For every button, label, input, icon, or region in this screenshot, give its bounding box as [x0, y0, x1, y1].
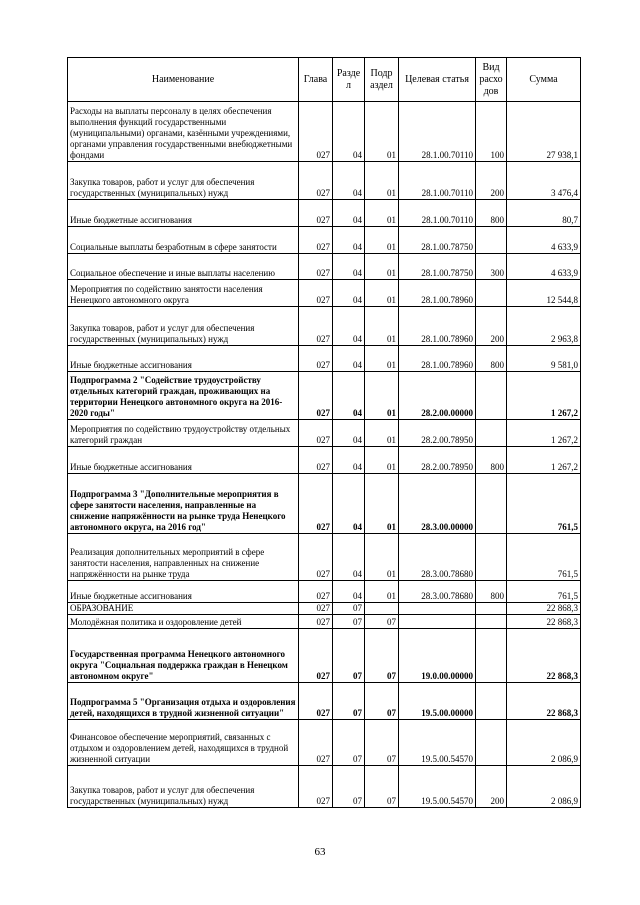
cell-razdel: 04	[333, 534, 365, 581]
cell-name: Подпрограмма 5 "Организация отдыха и оздоровления детей, находящихся в трудной жизненной ситуации"	[68, 683, 299, 720]
cell-razdel: 04	[333, 581, 365, 603]
cell-podrazdel	[365, 603, 399, 615]
table-row	[68, 683, 581, 720]
table-row	[68, 766, 581, 808]
cell-name: Мероприятия по содействию занятости населения Ненецкого автономного округа	[68, 280, 299, 307]
cell-target: 28.2.00.00000	[399, 372, 476, 420]
cell-glava: 027	[299, 766, 333, 808]
cell-podrazdel: 01	[365, 372, 399, 420]
table-row	[68, 720, 581, 766]
cell-target: 28.1.00.78750	[399, 227, 476, 254]
cell-target: 28.1.00.70110	[399, 162, 476, 200]
cell-vid: 800	[476, 581, 507, 603]
cell-podrazdel: 01	[365, 227, 399, 254]
cell-glava: 027	[299, 307, 333, 346]
cell-target: 28.2.00.78950	[399, 447, 476, 474]
cell-razdel: 04	[333, 346, 365, 372]
header-podrazdel: Подр аздел	[365, 58, 399, 102]
table-row	[68, 372, 581, 420]
cell-podrazdel: 01	[365, 346, 399, 372]
cell-name: Финансовое обеспечение мероприятий, связанных с отдыхом и оздоровлением детей, находящихся в трудной жизненной ситуации	[68, 720, 299, 766]
table-row	[68, 447, 581, 474]
cell-razdel: 07	[333, 615, 365, 629]
cell-sum: 22 868,3	[507, 629, 581, 683]
cell-sum: 80,7	[507, 200, 581, 227]
table-row	[68, 629, 581, 683]
cell-target	[399, 603, 476, 615]
cell-name: Социальное обеспечение и иные выплаты населению	[68, 254, 299, 280]
cell-glava: 027	[299, 615, 333, 629]
cell-sum: 1 267,2	[507, 372, 581, 420]
cell-podrazdel: 07	[365, 615, 399, 629]
cell-podrazdel: 07	[365, 720, 399, 766]
cell-target: 28.1.00.70110	[399, 200, 476, 227]
cell-target: 19.5.00.54570	[399, 766, 476, 808]
cell-name: Мероприятия по содействию трудоустройству отдельных категорий граждан	[68, 420, 299, 447]
cell-glava: 027	[299, 474, 333, 534]
cell-vid	[476, 720, 507, 766]
cell-podrazdel: 01	[365, 102, 399, 162]
cell-razdel: 07	[333, 720, 365, 766]
table-row	[68, 603, 581, 615]
cell-razdel: 04	[333, 474, 365, 534]
cell-target: 19.0.00.00000	[399, 629, 476, 683]
cell-vid: 800	[476, 447, 507, 474]
cell-vid	[476, 474, 507, 534]
header-target: Целевая статья	[399, 58, 476, 102]
cell-target: 28.1.00.78960	[399, 346, 476, 372]
table-row	[68, 162, 581, 200]
cell-name: Закупка товаров, работ и услуг для обеспечения государственных (муниципальных) нужд	[68, 766, 299, 808]
cell-podrazdel: 01	[365, 254, 399, 280]
cell-glava: 027	[299, 200, 333, 227]
cell-vid: 300	[476, 254, 507, 280]
cell-sum: 761,5	[507, 534, 581, 581]
cell-sum: 2 963,8	[507, 307, 581, 346]
page-number: 63	[314, 846, 326, 858]
cell-sum: 4 633,9	[507, 254, 581, 280]
cell-sum: 3 476,4	[507, 162, 581, 200]
cell-vid: 200	[476, 162, 507, 200]
cell-name: Подпрограмма 3 "Дополнительные мероприятия в сфере занятости населения, направленные на снижение напряжённости на рынке труда Ненецкого автономного округа, на 2016 год"	[68, 474, 299, 534]
table-row	[68, 534, 581, 581]
cell-name: Реализация дополнительных мероприятий в сфере занятости населения, направленных на снижение напряжённости на рынке труда	[68, 534, 299, 581]
cell-podrazdel: 01	[365, 474, 399, 534]
cell-vid	[476, 420, 507, 447]
cell-glava: 027	[299, 227, 333, 254]
cell-vid	[476, 683, 507, 720]
cell-sum: 2 086,9	[507, 720, 581, 766]
cell-sum: 4 633,9	[507, 227, 581, 254]
cell-vid	[476, 372, 507, 420]
table-row	[68, 615, 581, 629]
cell-glava: 027	[299, 280, 333, 307]
cell-glava: 027	[299, 603, 333, 615]
cell-sum: 22 868,3	[507, 615, 581, 629]
cell-podrazdel: 01	[365, 307, 399, 346]
cell-target: 28.1.00.78960	[399, 307, 476, 346]
table-row	[68, 102, 581, 162]
cell-vid	[476, 280, 507, 307]
header-sum: Сумма	[507, 58, 581, 102]
table-row	[68, 474, 581, 534]
table-header-row	[68, 58, 581, 102]
cell-sum: 22 868,3	[507, 683, 581, 720]
cell-razdel: 04	[333, 447, 365, 474]
cell-sum: 12 544,8	[507, 280, 581, 307]
cell-glava: 027	[299, 447, 333, 474]
header-glava: Глава	[299, 58, 333, 102]
cell-razdel: 07	[333, 766, 365, 808]
cell-razdel: 07	[333, 603, 365, 615]
cell-vid	[476, 629, 507, 683]
cell-vid: 800	[476, 200, 507, 227]
cell-glava: 027	[299, 420, 333, 447]
header-vid: Вид расхо дов	[476, 58, 507, 102]
cell-podrazdel: 01	[365, 420, 399, 447]
cell-razdel: 04	[333, 307, 365, 346]
cell-glava: 027	[299, 720, 333, 766]
cell-sum: 27 938,1	[507, 102, 581, 162]
cell-sum: 761,5	[507, 581, 581, 603]
cell-name: Иные бюджетные ассигнования	[68, 447, 299, 474]
cell-target: 19.5.00.00000	[399, 683, 476, 720]
cell-target: 28.2.00.78950	[399, 420, 476, 447]
cell-podrazdel: 01	[365, 447, 399, 474]
cell-sum: 1 267,2	[507, 420, 581, 447]
cell-name: Иные бюджетные ассигнования	[68, 346, 299, 372]
cell-vid: 200	[476, 766, 507, 808]
cell-razdel: 04	[333, 420, 365, 447]
cell-glava: 027	[299, 346, 333, 372]
cell-sum: 9 581,0	[507, 346, 581, 372]
cell-name: Подпрограмма 2 "Содействие трудоустройству отдельных категорий граждан, проживающих на территории Ненецкого автономного округа на 2016-2020 годы"	[68, 372, 299, 420]
cell-razdel: 07	[333, 629, 365, 683]
budget-table	[67, 57, 581, 808]
header-name: Наименование	[68, 58, 299, 102]
cell-name: Закупка товаров, работ и услуг для обеспечения государственных (муниципальных) нужд	[68, 162, 299, 200]
cell-glava: 027	[299, 534, 333, 581]
table-row	[68, 280, 581, 307]
cell-podrazdel: 01	[365, 200, 399, 227]
table-row	[68, 581, 581, 603]
cell-vid	[476, 615, 507, 629]
cell-name: Молодёжная политика и оздоровление детей	[68, 615, 299, 629]
cell-name: ОБРАЗОВАНИЕ	[68, 603, 299, 615]
cell-glava: 027	[299, 162, 333, 200]
cell-podrazdel: 07	[365, 629, 399, 683]
cell-sum: 1 267,2	[507, 447, 581, 474]
cell-target: 28.1.00.70110	[399, 102, 476, 162]
cell-vid: 200	[476, 307, 507, 346]
table-row	[68, 200, 581, 227]
cell-name: Социальные выплаты безработным в сфере занятости	[68, 227, 299, 254]
cell-vid	[476, 534, 507, 581]
cell-podrazdel: 07	[365, 683, 399, 720]
cell-podrazdel: 01	[365, 581, 399, 603]
cell-name: Расходы на выплаты персоналу в целях обеспечения выполнения функций государственными (муниципальными) органами, казёнными учреждениями, органами управления государственными внебюджетными фондами	[68, 102, 299, 162]
cell-razdel: 04	[333, 162, 365, 200]
table-row	[68, 346, 581, 372]
cell-podrazdel: 07	[365, 766, 399, 808]
cell-target: 28.3.00.00000	[399, 474, 476, 534]
cell-podrazdel: 01	[365, 534, 399, 581]
cell-name: Иные бюджетные ассигнования	[68, 581, 299, 603]
cell-sum: 2 086,9	[507, 766, 581, 808]
cell-sum: 761,5	[507, 474, 581, 534]
cell-vid: 100	[476, 102, 507, 162]
cell-vid	[476, 603, 507, 615]
cell-target: 19.5.00.54570	[399, 720, 476, 766]
cell-target: 28.1.00.78960	[399, 280, 476, 307]
cell-razdel: 07	[333, 683, 365, 720]
table-row	[68, 420, 581, 447]
cell-vid: 800	[476, 346, 507, 372]
cell-target: 28.3.00.78680	[399, 581, 476, 603]
cell-glava: 027	[299, 629, 333, 683]
cell-sum: 22 868,3	[507, 603, 581, 615]
cell-glava: 027	[299, 254, 333, 280]
cell-glava: 027	[299, 102, 333, 162]
cell-target: 28.3.00.78680	[399, 534, 476, 581]
cell-razdel: 04	[333, 227, 365, 254]
table-row	[68, 227, 581, 254]
cell-name: Иные бюджетные ассигнования	[68, 200, 299, 227]
cell-target: 28.1.00.78750	[399, 254, 476, 280]
header-razdel: Разде л	[333, 58, 365, 102]
cell-razdel: 04	[333, 280, 365, 307]
table-row	[68, 307, 581, 346]
cell-razdel: 04	[333, 372, 365, 420]
cell-target	[399, 615, 476, 629]
cell-name: Закупка товаров, работ и услуг для обеспечения государственных (муниципальных) нужд	[68, 307, 299, 346]
cell-podrazdel: 01	[365, 162, 399, 200]
cell-razdel: 04	[333, 254, 365, 280]
table-row	[68, 254, 581, 280]
cell-glava: 027	[299, 372, 333, 420]
cell-podrazdel: 01	[365, 280, 399, 307]
cell-glava: 027	[299, 581, 333, 603]
cell-glava: 027	[299, 683, 333, 720]
cell-razdel: 04	[333, 102, 365, 162]
cell-vid	[476, 227, 507, 254]
cell-name: Государственная программа Ненецкого автономного округа "Социальная поддержка граждан в Ненецком автономном округе"	[68, 629, 299, 683]
cell-razdel: 04	[333, 200, 365, 227]
